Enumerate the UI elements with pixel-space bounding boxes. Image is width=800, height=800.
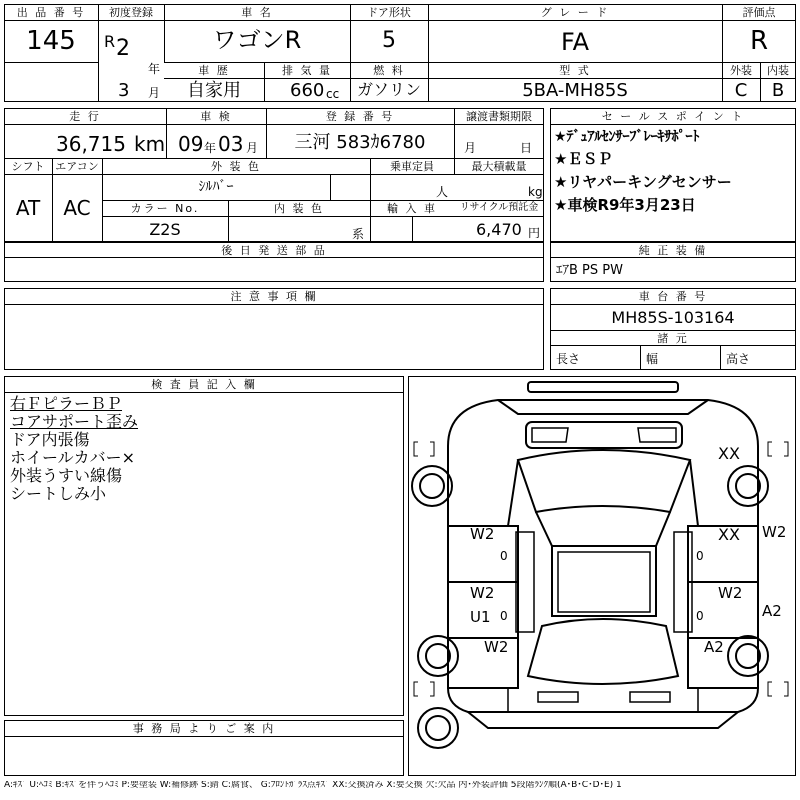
- mark-right-fender: W2: [762, 523, 787, 541]
- inspection-year-unit: 年: [204, 141, 217, 155]
- ac-label: エアコン: [55, 160, 99, 173]
- lot-label: 出 品 番 号: [16, 6, 86, 19]
- lot-number: 145: [26, 26, 76, 56]
- mark-right-quarter: A2: [762, 602, 782, 620]
- first-reg-label: 初度登録: [109, 6, 153, 19]
- shift-value: AT: [15, 196, 41, 220]
- grade-label: グ レ ー ド: [540, 6, 610, 19]
- grade-value: FA: [560, 28, 590, 56]
- model-label: 型 式: [559, 64, 591, 77]
- chassis-number: MH85S-103164: [611, 308, 735, 327]
- mark-front-right: XX: [718, 444, 740, 463]
- month-unit: 月: [148, 86, 161, 100]
- mark-zero: 0: [500, 549, 508, 563]
- sales-points-label: セ ー ル ス ポ イ ン ト: [601, 110, 745, 123]
- transfer-month-unit: 月: [464, 141, 477, 155]
- score-value: R: [749, 26, 769, 56]
- recycle-value: 6,470: [476, 220, 522, 239]
- inspector-note: ドア内張傷: [10, 430, 90, 449]
- mark-right-rear-door: W2: [718, 584, 743, 602]
- mark-left-rear-door: W2: [470, 584, 495, 602]
- reg-year: 2: [116, 36, 130, 61]
- inspection-month: 03: [218, 132, 244, 156]
- car-name-label: 車 名: [241, 6, 273, 19]
- sales-point-item: ★ＥＳＰ: [554, 150, 613, 168]
- inspector-note: 外装うすい線傷: [10, 466, 123, 485]
- mark-left-rear-door-u1: U1: [470, 608, 491, 626]
- inspector-note: ホイールカバー×: [10, 448, 136, 467]
- loading-unit: kg: [528, 185, 543, 199]
- transfer-label: 譲渡書類期限: [466, 110, 532, 123]
- notes-label: 注 意 事 項 欄: [230, 290, 318, 303]
- recycle-unit: 円: [528, 226, 541, 240]
- sales-point-item: ★ﾃﾞｭｱﾙｾﾝｻｰﾌﾞﾚｰｷｻﾎﾟｰﾄ: [554, 129, 700, 145]
- door-value: 5: [382, 28, 396, 53]
- import-label: 輸 入 車: [387, 202, 437, 215]
- sales-point-item: ★車検R9年3月23日: [554, 196, 696, 214]
- spec-length-label: 長さ: [556, 352, 581, 366]
- door-label: ドア形状: [367, 6, 411, 19]
- mileage-value: 36,715: [56, 132, 126, 156]
- seating-unit: 人: [436, 185, 449, 199]
- chassis-label: 車 台 番 号: [638, 290, 708, 303]
- inspector-label: 検 査 員 記 入 欄: [151, 378, 257, 391]
- mileage-label: 走 行: [69, 110, 101, 123]
- interior-grade: B: [771, 80, 785, 101]
- fuel-label: 燃 料: [373, 64, 405, 77]
- transfer-day-unit: 日: [520, 141, 533, 155]
- inspection-month-unit: 月: [246, 141, 259, 155]
- fuel-value: ガソリン: [356, 80, 421, 99]
- color-no-label: カラー No.: [130, 202, 200, 215]
- mileage-unit: km: [134, 132, 166, 156]
- regno-label: 登 録 番 号: [325, 110, 395, 123]
- era: R: [104, 32, 116, 51]
- inspector-note: 右ＦピラーＢＰ: [10, 394, 123, 413]
- mark-right-front-door: XX: [718, 525, 740, 544]
- car-diagram: [408, 376, 796, 776]
- ac-value: AC: [63, 196, 91, 220]
- recycle-label: リサイクル預託金: [459, 202, 539, 213]
- mark-zero: 0: [696, 549, 704, 563]
- regno-value: 三河 583ｶ6780: [294, 132, 426, 153]
- ext-color-label: 外 装 色: [211, 160, 261, 173]
- genuine-label: 純 正 装 備: [638, 244, 708, 257]
- inspection-year: 09: [178, 132, 204, 156]
- inspector-note: コアサポート歪み: [10, 412, 139, 431]
- sales-point-item: ★リヤパーキングセンサー: [554, 173, 732, 191]
- history-value: 自家用: [187, 80, 241, 101]
- specs-label: 諸 元: [657, 332, 689, 345]
- int-color-unit: 系: [352, 227, 365, 241]
- displacement-label: 排 気 量: [282, 64, 332, 77]
- shift-label: シフト: [11, 160, 45, 173]
- seating-label: 乗車定員: [390, 160, 434, 173]
- inspection-label: 車 検: [200, 110, 232, 123]
- exterior-grade: C: [734, 80, 748, 101]
- genuine-value: ｴｱB PS PW: [556, 263, 623, 278]
- history-label: 車 歴: [198, 64, 230, 77]
- int-color-label: 内 装 色: [274, 202, 324, 215]
- displacement-value: 660: [290, 80, 325, 101]
- interior-label: 内装: [767, 64, 789, 77]
- score-label: 評価点: [742, 6, 776, 19]
- mark-right-rear: A2: [704, 638, 724, 656]
- year-unit: 年: [148, 62, 161, 76]
- legend: A:ｷｽﾞ U:ﾍｺﾐ B:ｷｽﾞを伴うﾍｺﾐ P:要塗装 W:補修跡 S:錆 C:腐食、 G:ﾌﾛﾝﾄｶﾞﾗｽ点ｷｽﾞ XX:交換済み X:要交換 欠:欠品 内･外装評価 5段階ﾗﾝｸ順(A･B･C･D･E) 1: [4, 781, 622, 790]
- car-name: ワゴンR: [212, 26, 302, 54]
- mark-left-rear: W2: [484, 638, 509, 656]
- mark-zero: 0: [696, 609, 704, 623]
- mark-left-front-door: W2: [470, 525, 495, 543]
- color-no-value: Z2S: [149, 220, 181, 239]
- inspector-note: シートしみ小: [10, 484, 107, 503]
- reg-month: 3: [118, 80, 130, 101]
- exterior-label: 外装: [730, 64, 752, 77]
- model-value: 5BA-MH85S: [522, 80, 628, 101]
- loading-label: 最大積載量: [471, 160, 527, 173]
- displacement-unit: cc: [326, 87, 340, 101]
- vehicle-details: [4, 108, 544, 242]
- mark-zero: 0: [500, 609, 508, 623]
- spec-height-label: 高さ: [726, 352, 751, 366]
- later-parts-label: 後 日 発 送 部 品: [221, 244, 327, 257]
- office-label: 事 務 局 よ り ご 案 内: [132, 722, 276, 735]
- spec-width-label: 幅: [646, 352, 659, 366]
- ext-color-value: ｼﾙﾊﾞｰ: [198, 179, 234, 195]
